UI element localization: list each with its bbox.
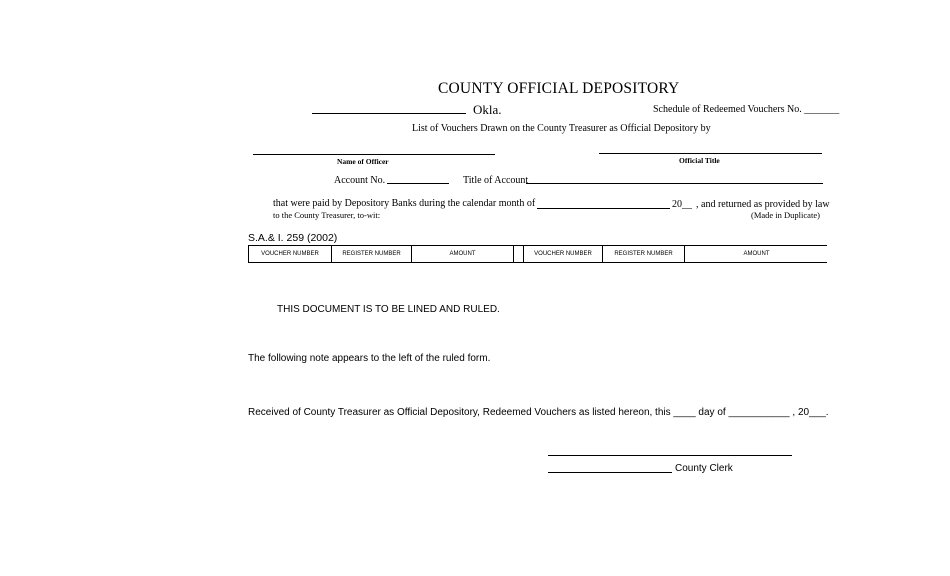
form-title: COUNTY OFFICIAL DEPOSITORY [438,80,680,97]
account-no-label: Account No. [334,175,386,186]
made-in-duplicate-text: (Made in Duplicate) [751,210,820,220]
year-field: 20__ [672,199,692,210]
name-of-officer-line[interactable] [253,154,495,155]
schedule-number-label: Schedule of Redeemed Vouchers No. _______ [653,104,840,115]
county-name-line[interactable] [312,113,466,114]
voucher-table-header [248,245,827,263]
official-title-label: Official Title [679,156,720,165]
col-voucher-number-1: VOUCHER NUMBER [249,246,332,262]
col-register-number-1: REGISTER NUMBER [332,246,412,262]
official-title-line[interactable] [599,153,822,154]
signature-line[interactable] [548,455,792,456]
title-of-account-label: Title of Account [463,175,529,186]
col-spacer [514,246,524,262]
title-of-account-line[interactable] [526,183,823,184]
lined-ruled-notice: THIS DOCUMENT IS TO BE LINED AND RULED. [277,304,500,315]
received-statement: Received of County Treasurer as Official Depository, Redeemed Vouchers as listed hereon, this ____ day of ___________ , 20___. [248,407,829,418]
following-note-text: The following note appears to the left of the ruled form. [248,353,491,364]
county-clerk-label: County Clerk [675,463,733,474]
name-of-officer-label: Name of Officer [337,157,389,166]
returned-text: , and returned as provided by law [696,199,830,210]
county-clerk-line[interactable] [548,472,672,473]
okla-label: Okla. [473,102,502,117]
col-voucher-number-2: VOUCHER NUMBER [524,246,603,262]
col-register-number-2: REGISTER NUMBER [603,246,685,262]
list-of-vouchers-text: List of Vouchers Drawn on the County Treasurer as Official Depository by [412,123,711,134]
paid-by-statement: that were paid by Depository Banks during the calendar month of [273,198,536,209]
form-id: S.A.& I. 259 (2002) [248,232,338,244]
col-amount-2: AMOUNT [743,251,770,257]
col-amount-1: AMOUNT [412,246,514,262]
month-line[interactable] [537,208,670,209]
account-no-line[interactable] [387,183,449,184]
to-county-treasurer-text: to the County Treasurer, to-wit: [273,210,381,220]
